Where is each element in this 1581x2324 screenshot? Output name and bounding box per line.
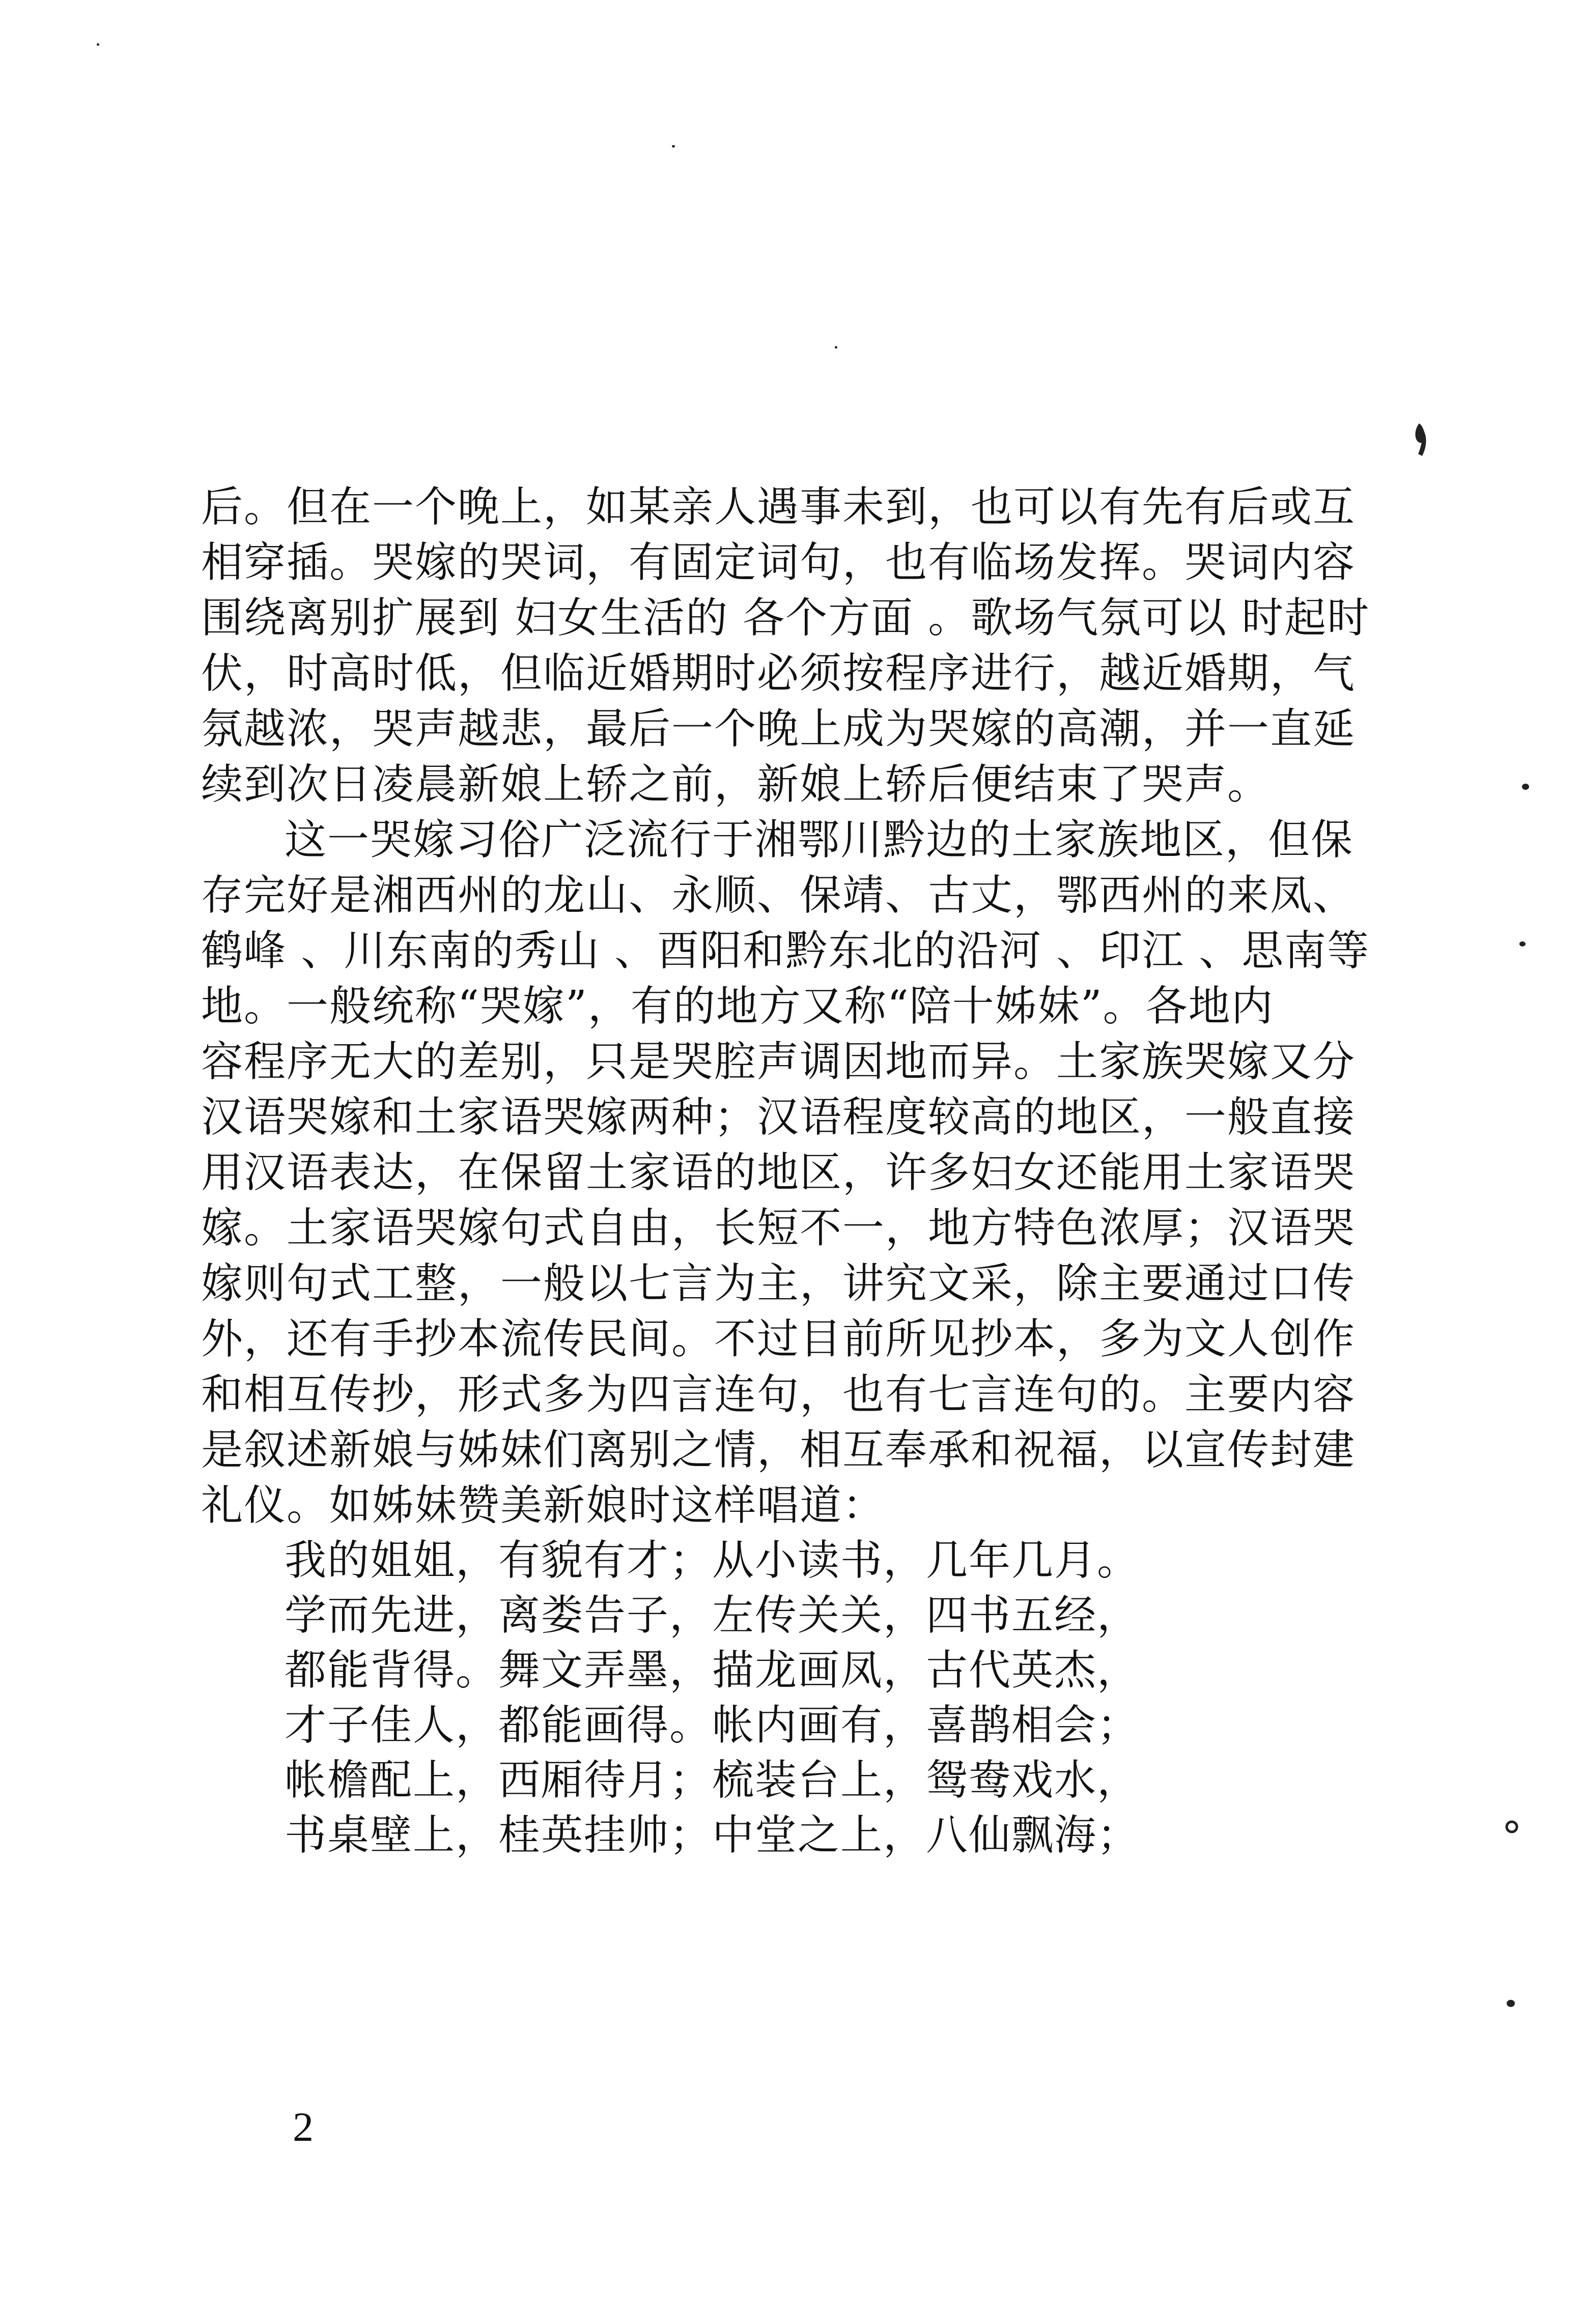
scan-speck bbox=[97, 43, 99, 46]
page-number: 2 bbox=[293, 2104, 314, 2150]
verse-line: 帐檐配上，西厢待月；梳装台上，鸳鸯戏水， bbox=[285, 1756, 1140, 1804]
text-line: 鹤峰 、川东南的秀山 、酉阳和黔东北的沿河 、印江 、思南等 bbox=[201, 927, 1370, 975]
scan-speck bbox=[672, 145, 675, 148]
body-text bbox=[201, 479, 1370, 1863]
verse-line: 才子佳人，都能画得。帐内画有，喜鹊相会； bbox=[285, 1701, 1140, 1749]
verse-line: 都能背得。舞文弄墨，描龙画凤，古代英杰， bbox=[285, 1646, 1140, 1695]
text-line: 地。一般统称“哭嫁”，有的地方又称“陪十姊妹”。各地内 bbox=[201, 982, 1274, 1030]
verse-line: 学而先进，离娄告子，左传关关，四书五经， bbox=[285, 1591, 1140, 1640]
verse-line: 书桌壁上，桂英挂帅；中堂之上，八仙飘海； bbox=[285, 1811, 1140, 1859]
text-line: 这一哭嫁习俗广泛流行于湘鄂川黔边的土家族地区，但保 bbox=[285, 816, 1354, 864]
text-line: 嫁则句式工整，一般以七言为主，讲究文采，除主要通过口传 bbox=[201, 1259, 1356, 1308]
text-line: 用汉语表达，在保留土家语的地区，许多妇女还能用土家语哭 bbox=[201, 1149, 1356, 1197]
ink-blot-mark bbox=[1410, 422, 1430, 458]
text-line: 存完好是湘西州的龙山、永顺、保靖、古丈，鄂西州的来凤、 bbox=[201, 871, 1356, 920]
text-line: 外，还有手抄本流传民间。不过目前所见抄本，多为文人创作 bbox=[201, 1315, 1356, 1363]
text-line: 礼仪。如姊妹赞美新娘时这样唱道： bbox=[201, 1481, 886, 1530]
text-line: 续到次日凌晨新娘上轿之前，新娘上轿后便结束了哭声。 bbox=[201, 760, 1271, 809]
text-line: 容程序无大的差别，只是哭腔声调因地而异。土家族哭嫁又分 bbox=[201, 1038, 1356, 1086]
text-line: 氛越浓，哭声越悲，最后一个晚上成为哭嫁的高潮，并一直延 bbox=[201, 705, 1356, 753]
scan-speck bbox=[1522, 784, 1529, 790]
scan-speck bbox=[835, 346, 837, 349]
text-line: 汉语哭嫁和土家语哭嫁两种；汉语程度较高的地区，一般直接 bbox=[201, 1093, 1356, 1141]
scan-speck bbox=[1519, 941, 1526, 946]
text-line: 围绕离别扩展到 妇女生活的 各个方面 。歌场气氛可以 时起时 bbox=[201, 594, 1370, 642]
ink-ring-mark bbox=[1504, 1819, 1519, 1834]
text-line: 和相互传抄，形式多为四言连句，也有七言连句的。主要内容 bbox=[201, 1370, 1356, 1419]
text-line: 是叙述新娘与姊妹们离别之情，相互奉承和祝福，以宣传封建 bbox=[201, 1426, 1356, 1474]
text-line: 嫁。土家语哭嫁句式自由，长短不一，地方特色浓厚；汉语哭 bbox=[201, 1204, 1356, 1252]
scan-speck bbox=[1507, 2000, 1515, 2007]
text-line: 后。但在一个晚上，如某亲人遇事未到，也可以有先有后或互 bbox=[201, 483, 1356, 531]
verse-line: 我的姐姐，有貌有才；从小读书，几年几月。 bbox=[285, 1536, 1140, 1585]
text-line: 伏，时高时低，但临近婚期时必须按程序进行，越近婚期，气 bbox=[201, 649, 1356, 698]
text-line: 相穿插。哭嫁的哭词，有固定词句，也有临场发挥。哭词内容 bbox=[201, 538, 1356, 587]
